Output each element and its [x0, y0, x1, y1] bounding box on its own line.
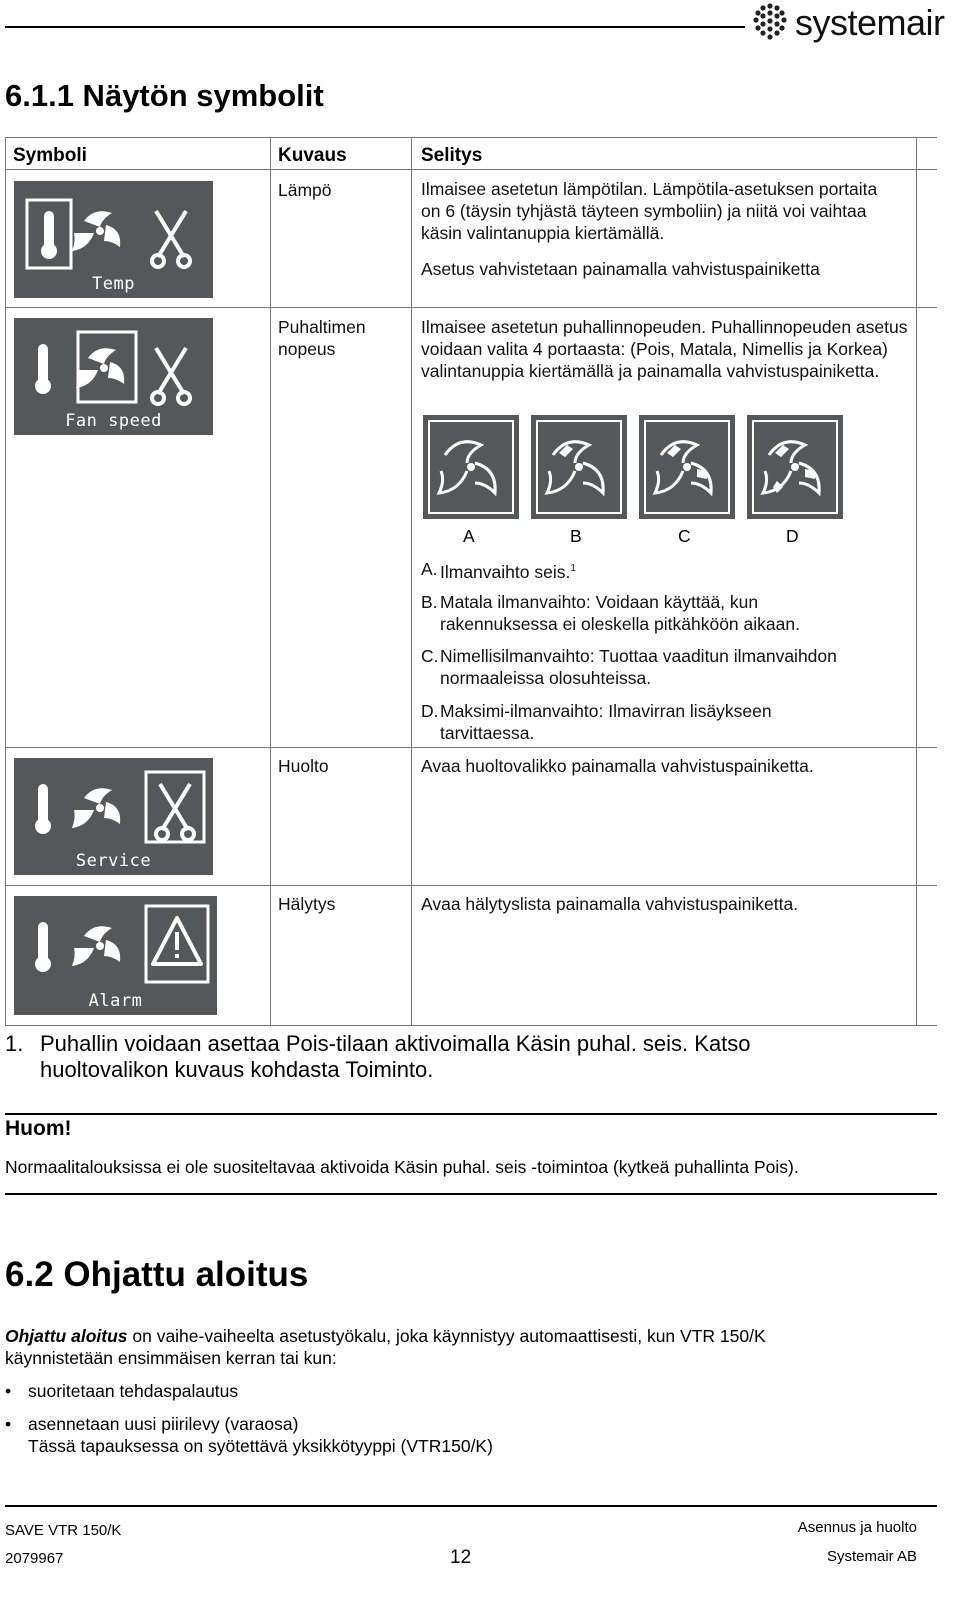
- table-border-left: [5, 137, 6, 1025]
- table-border-right: [916, 137, 917, 1025]
- note-top-rule: [5, 1113, 937, 1115]
- section2-intro-emphasis: Ohjattu aloitus: [5, 1326, 128, 1346]
- section2-title: 6.2 Ohjattu aloitus: [5, 1255, 309, 1294]
- fan-speed-display-label: Fan speed: [65, 411, 162, 431]
- row-fan-description: Puhaltimen nopeus: [278, 317, 366, 359]
- header-selitys: Selitys: [421, 145, 483, 166]
- row-service-explanation: Avaa huoltovalikko painamalla vahvistuspainiketta.: [421, 756, 814, 776]
- row-fan-explanation: Ilmaisee asetetun puhallinnopeuden. Puhallinnopeuden asetus voidaan valita 4 portaasta: (Pois, Matala, Nimellis ja Korkea) valintanuppia kiertämällä ja painamalla vahvistuspainiketta.: [421, 317, 908, 381]
- systemair-dot-logo-icon: [750, 2, 792, 42]
- level-d-line1: Maksimi-ilmanvaihto: Ilmavirran lisäykseen: [440, 701, 772, 721]
- fan-level-a-icon: [423, 415, 519, 519]
- row-rule-2: [5, 747, 937, 748]
- fan-level-d-label: D: [786, 526, 799, 546]
- footnote-number: 1.: [5, 1031, 24, 1056]
- level-d-key: D.: [421, 701, 439, 721]
- level-b-key: B.: [421, 592, 438, 612]
- bullet-2-text: asennetaan uusi piirilevy (varaosa): [28, 1414, 299, 1434]
- note-text: Normaalitalouksissa ei ole suositeltavaa aktivoida Käsin puhal. seis -toimintoa (kytkeä puhallinta Pois).: [5, 1157, 799, 1177]
- level-b-line2: rakennuksessa ei oleskella pitkähköön aikaan.: [440, 614, 800, 634]
- row-alarm-description: Hälytys: [278, 894, 336, 914]
- service-display-image: [14, 758, 213, 875]
- footer-doc-number: 2079967: [5, 1550, 64, 1567]
- table-header-rule: [5, 169, 937, 170]
- fan-level-c-label: C: [678, 526, 691, 546]
- table-border-top: [5, 137, 937, 138]
- column-rule-1: [270, 137, 271, 1025]
- section2-intro: [5, 1325, 905, 1369]
- level-a-key: A.: [421, 559, 438, 579]
- fan-speed-display-image: [14, 318, 213, 435]
- fan-level-c-icon: [639, 415, 735, 519]
- alarm-display-image: [14, 896, 217, 1015]
- symbols-table: [5, 137, 937, 1047]
- row-temp-explanation-confirm: Asetus vahvistetaan painamalla vahvistuspainiketta: [421, 259, 820, 279]
- footer-product: SAVE VTR 150/K: [5, 1522, 122, 1539]
- bullet-2-subtext: Tässä tapauksessa on syötettävä yksikkötyyppi (VTR150/K): [28, 1436, 493, 1456]
- row-rule-3: [5, 885, 937, 886]
- bullet-1-text: suoritetaan tehdaspalautus: [28, 1381, 239, 1401]
- table-border-bottom: [5, 1025, 937, 1026]
- row-temp-description: Lämpö: [278, 180, 332, 200]
- header-symboli: Symboli: [13, 145, 87, 166]
- footer-rule: [5, 1505, 937, 1507]
- row-temp-explanation: Ilmaisee asetetun lämpötilan. Lämpötila-asetuksen portaita on 6 (täysin tyhjästä täyteen symboliin) ja niitä voi vaihtaa käsin valintanuppia kiertämällä.: [421, 179, 878, 243]
- note-bottom-rule: [5, 1193, 937, 1195]
- row-rule-1: [5, 307, 937, 308]
- alarm-display-label: Alarm: [88, 991, 143, 1011]
- header-rule: [5, 26, 745, 28]
- section2-intro-line2: käynnistetään ensimmäisen kerran tai kun:: [5, 1348, 337, 1368]
- row-service-description: Huolto: [278, 756, 329, 776]
- header-kuvaus: Kuvaus: [278, 145, 347, 166]
- level-d-line2: tarvittaessa.: [440, 723, 535, 743]
- page-number: 12: [450, 1547, 472, 1568]
- level-c-key: C.: [421, 646, 439, 666]
- section2-intro-line1: on vaihe-vaiheelta asetustyökalu, joka käynnistyy automaattisesti, kun VTR 150/K: [127, 1326, 766, 1346]
- footer-chapter: Asennus ja huolto: [797, 1519, 917, 1536]
- temp-display-label: Temp: [92, 274, 135, 294]
- brand-name: systemair: [795, 2, 945, 43]
- level-a-text: Ilmanvaihto seis.$^1$: [440, 561, 576, 582]
- temp-display-image: [14, 181, 213, 298]
- fan-level-a-label: A: [463, 526, 475, 546]
- fan-level-b-icon: [531, 415, 627, 519]
- level-c-line1: Nimellisilmanvaihto: Tuottaa vaaditun ilmanvaihdon: [440, 646, 837, 666]
- note-title: Huom!: [5, 1117, 72, 1140]
- row-alarm-explanation: Avaa hälytyslista painamalla vahvistuspainiketta.: [421, 894, 799, 914]
- footnote-text: Puhallin voidaan asettaa Pois-tilaan aktivoimalla Käsin puhal. seis. Katso huoltovalikon kuvaus kohdasta Toiminto.: [40, 1031, 751, 1082]
- footer-company: Systemair AB: [826, 1548, 917, 1565]
- level-c-line2: normaaleissa olosuhteissa.: [440, 668, 652, 688]
- footnote: [5, 1031, 935, 1085]
- fan-level-d-icon: [747, 415, 843, 519]
- section-title: 6.1.1 Näytön symbolit: [5, 78, 324, 113]
- fan-level-b-label: B: [570, 526, 582, 546]
- service-display-label: Service: [75, 851, 152, 871]
- column-rule-2: [411, 137, 412, 1025]
- level-b-line1: Matala ilmanvaihto: Voidaan käyttää, kun: [440, 592, 759, 612]
